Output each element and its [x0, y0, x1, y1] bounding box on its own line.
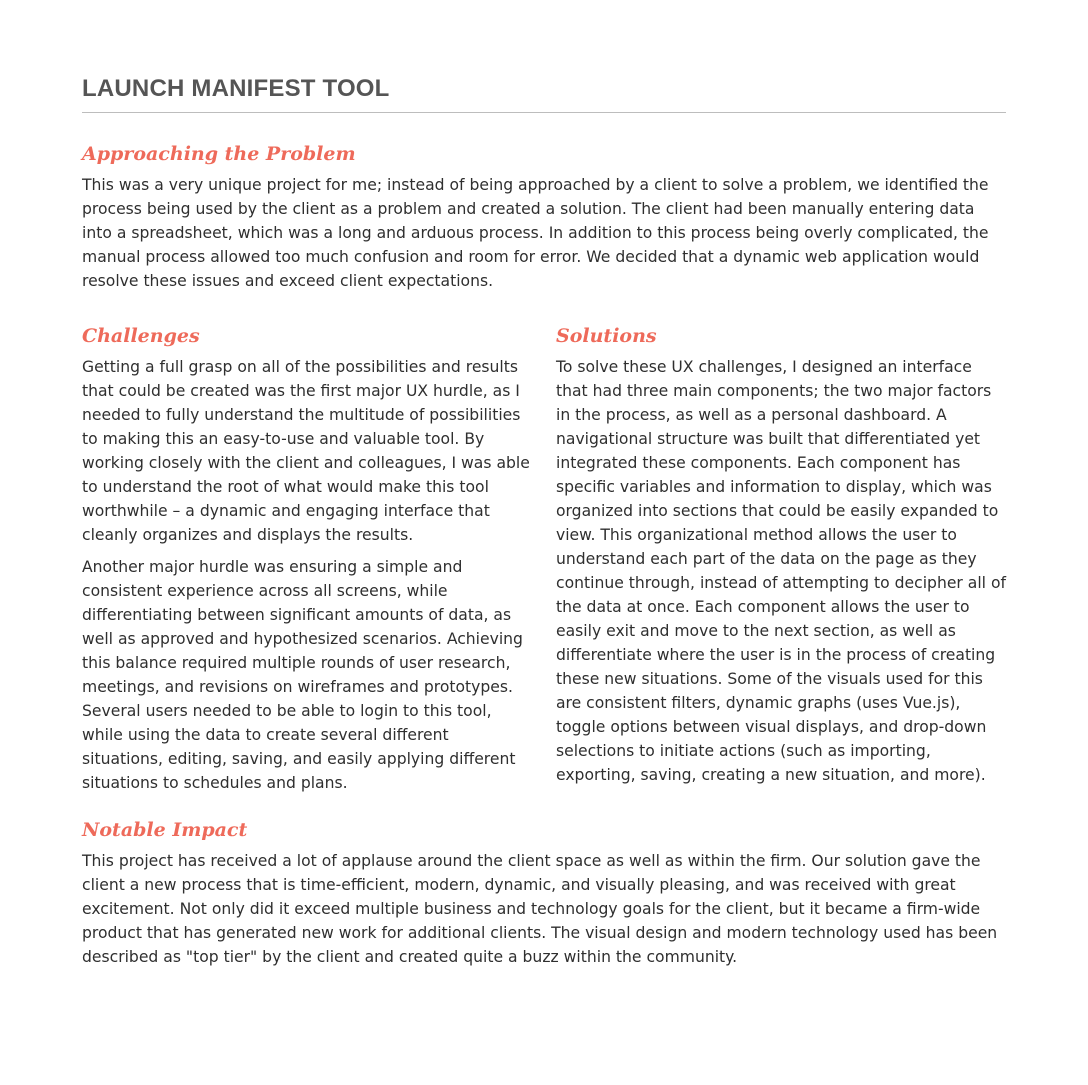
- section-heading-challenges: Challenges: [82, 325, 200, 347]
- section-notable-impact: [82, 817, 1006, 969]
- impact-paragraph: This project has received a lot of applause around the client space as well as within the firm. Our solution gave the client a new process that is time-efficient, modern, dynamic, and visually pleasing, and was received with great excitement. Not only did it exceed multiple business and technology goals for the client, but it became a firm-wide product that has generated new work for additional clients. The visual design and modern technology used has been described as "top tier" by the client and created quite a buzz within the community.: [82, 852, 998, 966]
- section-solutions: [556, 323, 1006, 795]
- challenges-paragraph-2: Another major hurdle was ensuring a simple and consistent experience across all screens, while differentiating between significant amounts of data, as well as approved and hypothesized scenarios. Achieving this balance required multiple rounds of user research, meetings, and revisions on wireframes and prototypes. Several users needed to be able to login to this tool, while using the data to create several different situations, editing, saving, and easily applying different situations to schedules and plans.: [82, 558, 523, 792]
- section-heading-approaching: Approaching the Problem: [82, 143, 356, 165]
- two-column-section: [82, 323, 1006, 795]
- section-heading-impact: Notable Impact: [82, 819, 248, 841]
- challenges-paragraph-1: Getting a full grasp on all of the possibilities and results that could be created was the first major UX hurdle, as I needed to fully understand the multitude of possibilities to making this an easy-to-use and valuable tool. By working closely with the client and colleagues, I was able to understand the root of what would make this tool worthwhile – a dynamic and engaging interface that cleanly organizes and displays the results.: [82, 358, 530, 544]
- title-divider: [82, 112, 1006, 113]
- solutions-paragraph: To solve these UX challenges, I designed an interface that had three main components; the two major factors in the process, as well as a personal dashboard. A navigational structure was built that differentiated yet integrated these components. Each component has specific variables and information to display, which was organized into sections that could be easily expanded to view. This organizational method allows the user to understand each part of the data on the page as they continue through, instead of attempting to decipher all of the data at once. Each component allows the user to easily exit and move to the next section, as well as differentiate where the user is in the process of creating these new situations. Some of the visuals used for this are consistent filters, dynamic graphs (uses Vue.js), toggle options between visual displays, and drop-down selections to initiate actions (such as importing, exporting, saving, creating a new situation, and more).: [556, 358, 1007, 784]
- approaching-paragraph: This was a very unique project for me; instead of being approached by a client to solve a problem, we identified the process being used by the client as a problem and created a solution. The client had been manually entering data into a spreadsheet, which was a long and arduous process. In addition to this process being overly complicated, the manual process allowed too much confusion and room for error. We decided that a dynamic web application would resolve these issues and exceed client expectations.: [82, 176, 989, 290]
- section-challenges: [82, 323, 530, 795]
- case-study-page: [82, 72, 1006, 969]
- section-approaching-the-problem: [82, 141, 1006, 293]
- page-title: LAUNCH MANIFEST TOOL: [82, 75, 390, 102]
- section-heading-solutions: Solutions: [556, 325, 657, 347]
